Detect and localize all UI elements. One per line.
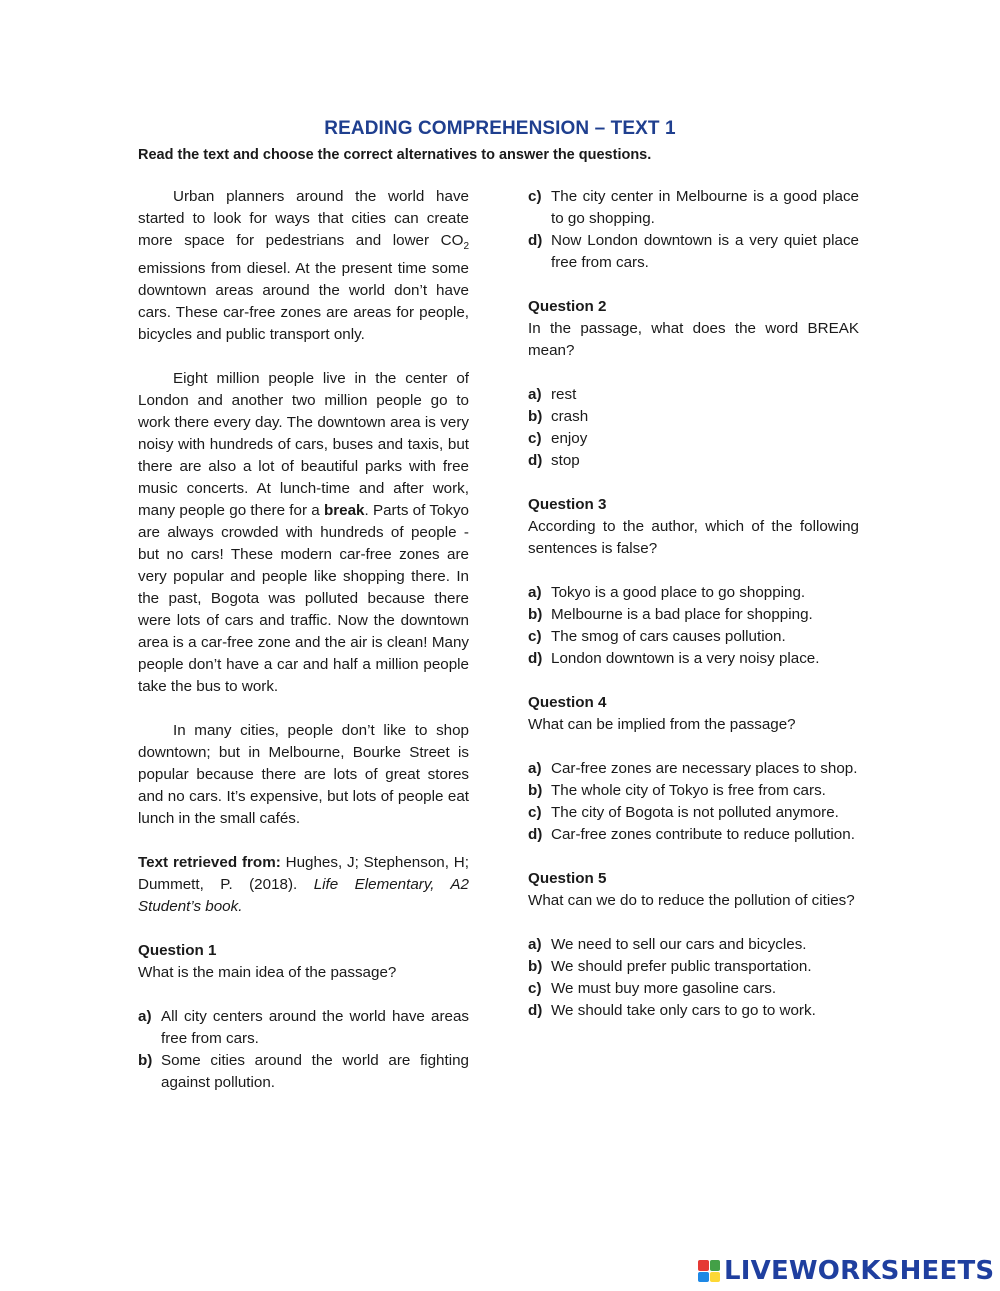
option-b[interactable]: b) The whole city of Tokyo is free from cars.	[528, 782, 826, 799]
question-2	[528, 296, 859, 472]
option-d[interactable]: d) stop	[528, 452, 580, 469]
question-text: What can we do to reduce the pollution of cities?	[528, 892, 855, 909]
question-3	[528, 494, 859, 670]
question-1-options-continued	[528, 186, 859, 274]
question-1	[138, 940, 469, 1094]
option-d[interactable]: d) Now London downtown is a very quiet place free from cars.	[528, 232, 859, 271]
source-citation: Text retrieved from: Hughes, J; Stephenson, H; Dummett, P. (2018). Life Elementary, A2 Student’s book.	[138, 854, 469, 916]
passage-paragraph-1: Urban planners around the world have started to look for ways that cities can create more space for pedestrians and lower $CO_2$ emissions from diesel. At the present time some downtown areas around the world don’t have cars. These car-free zones are areas for people, bicycles and public transport only.	[138, 188, 469, 344]
question-title: Question 4	[528, 694, 607, 711]
options-list	[528, 582, 859, 670]
keyword-break: break	[323, 502, 365, 520]
question-text: What can be implied from the passage?	[528, 716, 796, 733]
question-text: According to the author, which of the following sentences is false?	[528, 518, 859, 557]
option-c[interactable]: c) enjoy	[528, 430, 588, 447]
question-4	[528, 692, 859, 846]
question-text: What is the main idea of the passage?	[138, 964, 397, 982]
options-list	[528, 934, 859, 1022]
option-b[interactable]: b) Some cities around the world are fighting against pollution.	[138, 1052, 469, 1092]
options-list	[528, 384, 859, 472]
right-column	[528, 186, 859, 1044]
question-title: Question 3	[528, 496, 607, 513]
option-d[interactable]: d) We should take only cars to go to work.	[528, 1002, 816, 1019]
instructions: Read the text and choose the correct alternatives to answer the questions.	[138, 147, 652, 163]
option-d[interactable]: d) London downtown is a very noisy place.	[528, 650, 820, 667]
page-title: READING COMPREHENSION – TEXT 1	[324, 118, 676, 139]
option-a[interactable]: a) rest	[528, 386, 577, 403]
option-c[interactable]: c) We must buy more gasoline cars.	[528, 980, 777, 997]
question-title: Question 5	[528, 870, 607, 887]
option-d[interactable]: d) Car-free zones contribute to reduce pollution.	[528, 826, 855, 843]
options-list	[528, 758, 859, 846]
liveworksheets-logo[interactable]	[698, 1257, 994, 1285]
question-5	[528, 868, 859, 1022]
option-c[interactable]: c) The city center in Melbourne is a good place to go shopping.	[528, 188, 859, 227]
liveworksheets-logo-icon	[698, 1260, 720, 1282]
question-title: Question 2	[528, 298, 607, 315]
option-b[interactable]: b) We should prefer public transportation.	[528, 958, 812, 975]
question-text: In the passage, what does the word BREAK mean?	[528, 320, 859, 359]
option-c[interactable]: c) The city of Bogota is not polluted anymore.	[528, 804, 839, 821]
question-title: Question 1	[138, 942, 217, 960]
passage-paragraph-2: Eight million people live in the center of London and another two million people go to work there every day. The downtown area is very noisy with hundreds of cars, buses and taxis, but there are also a lot of beautiful parks with free music concerts. At lunch-time and after work, many people go there for a break. Parts of Tokyo are always crowded with hundreds of people - but no cars! These modern car-free zones are very popular and people like shopping there. In the past, Bogota was polluted because there were lots of cars and traffic. Now the downtown area is a car-free zone and the air is clean! Many people don’t have a car and half a million people take the bus to work.	[138, 370, 469, 696]
option-a[interactable]: a) Car-free zones are necessary places to shop.	[528, 760, 858, 777]
option-a[interactable]: a) All city centers around the world have areas free from cars.	[138, 1008, 469, 1048]
passage-paragraph-3: In many cities, people don’t like to shop downtown; but in Melbourne, Bourke Street is popular because there are lots of great stores and no cars. It’s expensive, but lots of people eat lunch in the small cafés.	[138, 722, 469, 828]
option-a[interactable]: a) Tokyo is a good place to go shopping.	[528, 584, 806, 601]
options-list	[138, 1006, 469, 1094]
option-a[interactable]: a) We need to sell our cars and bicycles.	[528, 936, 807, 953]
left-column	[138, 186, 469, 1116]
option-c[interactable]: c) The smog of cars causes pollution.	[528, 628, 786, 645]
option-b[interactable]: b) Melbourne is a bad place for shopping.	[528, 606, 813, 623]
logo-text: LIVEWORKSHEETS	[724, 1256, 995, 1286]
option-b[interactable]: b) crash	[528, 408, 589, 425]
